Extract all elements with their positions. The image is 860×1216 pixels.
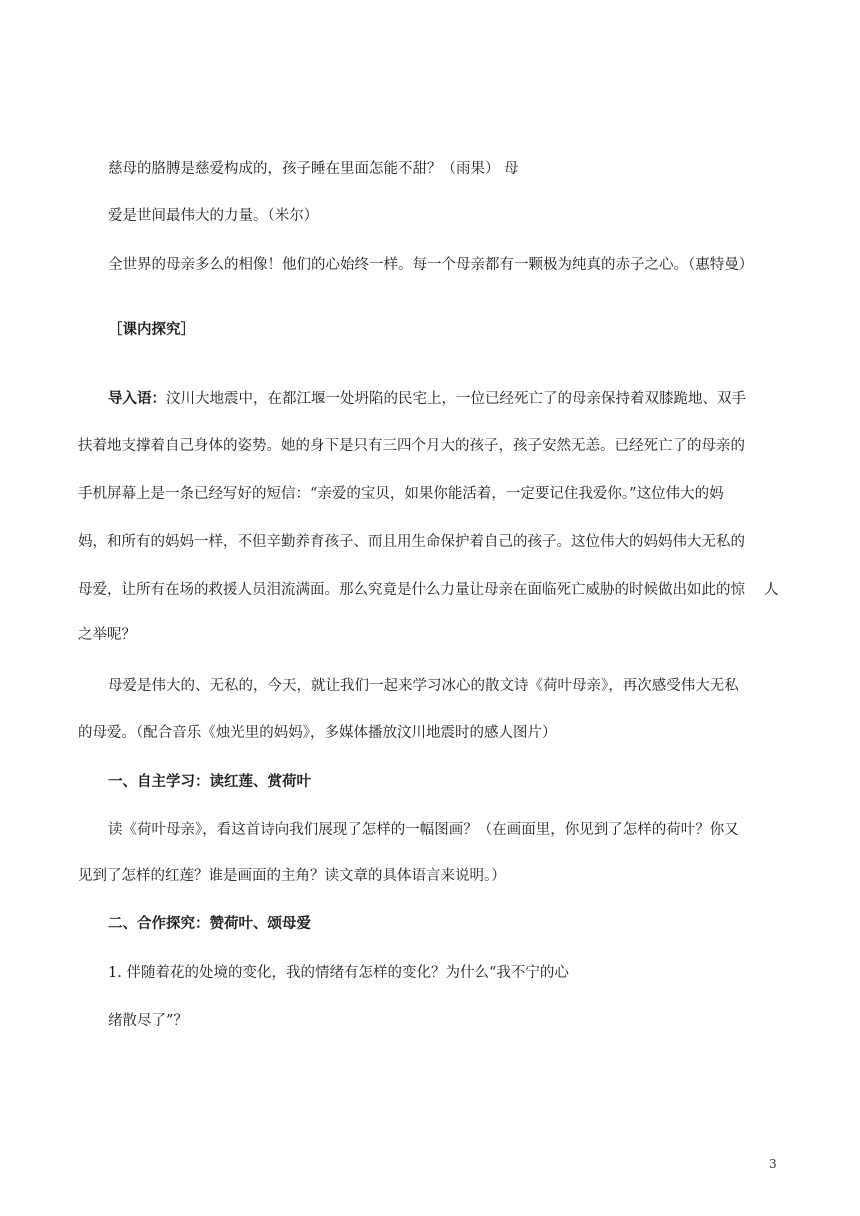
intro-line-5-end: 人: [764, 582, 779, 598]
intro-line-4: 妈，和所有的妈妈一样，不但辛勤养育孩子、而且用生命保护着自己的孩子。这位伟大的妈妈伟大无私的: [78, 534, 745, 550]
part1-heading: 一、自主学习：读红莲、赏荷叶: [108, 773, 311, 790]
para2-line-1: 母爱是伟大的、无私的，今天，就让我们一起来学习冰心的散文诗《荷叶母亲》，再次感受伟大无私: [108, 678, 739, 694]
part2-question-1-line-2: 绪散尽了”？: [108, 1013, 188, 1029]
quote-hugo: 慈母的胳膊是慈爱构成的，孩子睡在里面怎能不甜？（雨果） 母: [108, 161, 519, 177]
part1-line-2: 见到了怎样的红莲？谁是画面的主角？读文章的具体语言来说明。）: [78, 868, 506, 884]
intro-text-1: 汶川大地震中，在都江堰一处坍陷的民宅上，一位已经死亡了的母亲保持着双膝跪地、双手: [166, 391, 746, 407]
quote-mill: 爱是世间最伟大的力量。（米尔）: [108, 208, 319, 224]
intro-line-5: 母爱，让所有在场的救援人员泪流满面。那么究竟是什么力量让母亲在面临死亡威胁的时候做出如此的惊: [78, 582, 745, 598]
para2-line-2: 的母爱。（配合音乐《烛光里的妈妈》，多媒体播放汶川地震时的感人图片）: [78, 725, 557, 741]
intro-line-2: 扶着地支撑着自己身体的姿势。她的身下是只有三四个月大的孩子，孩子安然无恙。已经死亡了的母亲的: [78, 438, 745, 454]
intro-line-1: [108, 389, 746, 409]
intro-line-6: 之举呢？: [78, 627, 136, 643]
part1-line-1: 读《荷叶母亲》，看这首诗向我们展现了怎样的一幅图画？（在画面里，你见到了怎样的荷叶？你又: [108, 822, 739, 838]
part2-heading: 二、合作探究：赞荷叶、颂母爱: [108, 915, 311, 932]
quote-whitman: 全世界的母亲多么的相像！他们的心始终一样。每一个母亲都有一颗极为纯真的赤子之心。（惠特曼）: [108, 257, 754, 273]
part2-question-1-line-1: 1. 伴随着花的处境的变化，我的情绪有怎样的变化？为什么“我不宁的心: [108, 965, 569, 981]
intro-label: 导入语：: [108, 390, 166, 407]
intro-line-3: 手机屏幕上是一条已经写好的短信：“亲爱的宝贝，如果你能活着，一定要记住我爱你。”这位伟大的妈: [78, 486, 724, 502]
section-heading: ［课内探究］: [108, 321, 195, 338]
page-number: 3: [769, 1157, 777, 1171]
